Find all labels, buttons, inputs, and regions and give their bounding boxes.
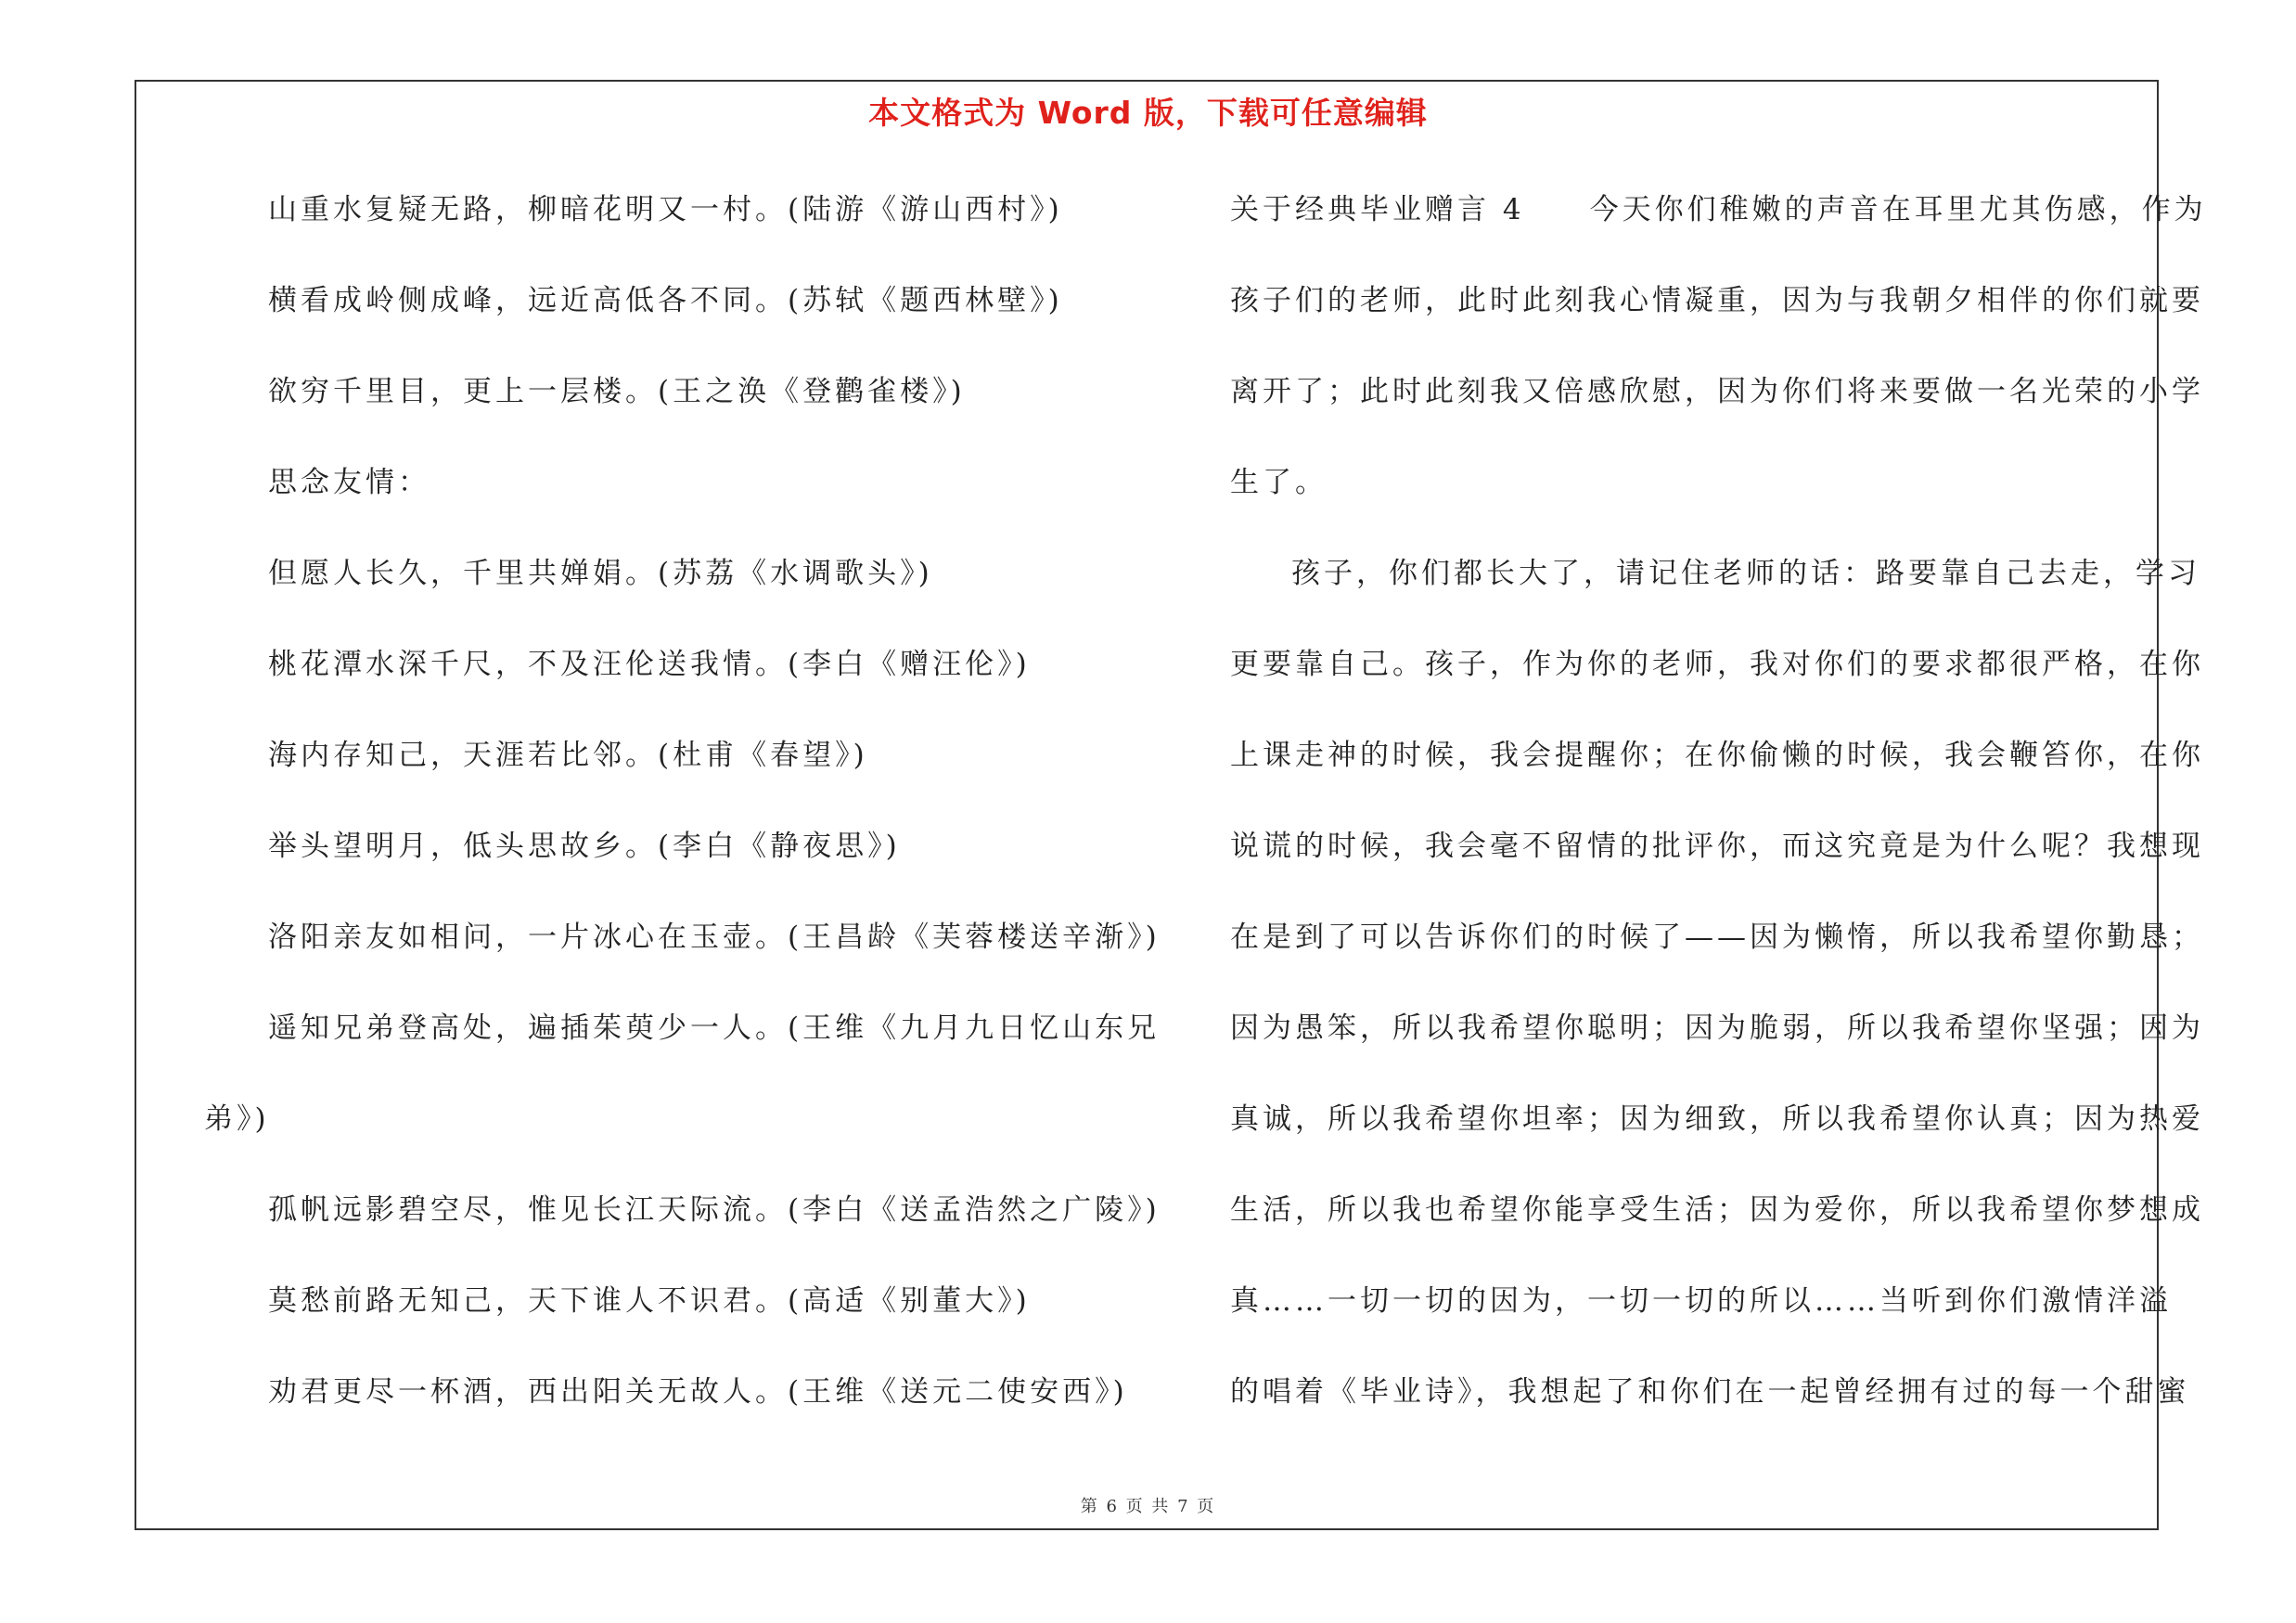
poem-line-continuation: 弟》) — [204, 1102, 270, 1136]
poem-line: 桃花潭水深千尺，不及汪伦送我情。(李白《赠汪伦》) — [268, 648, 1031, 681]
paragraph-line: 生了。 — [1230, 466, 1328, 499]
poem-line: 横看成岭侧成峰，远近高低各不同。(苏轼《题西林壁》) — [268, 284, 1063, 317]
right-column — [1230, 182, 2207, 1455]
poem-line: 莫愁前路无知己，天下谁人不识君。(高适《别董大》) — [268, 1284, 1031, 1318]
paragraph-line: 上课走神的时候，我会提醒你；在你偷懒的时候，我会鞭笞你，在你 — [1230, 739, 2204, 772]
poem-line: 山重水复疑无路，柳暗花明又一村。(陆游《游山西村》) — [268, 193, 1063, 226]
paragraph-line: 在是到了可以告诉你们的时候了——因为懒惰，所以我希望你勤恳； — [1230, 921, 2204, 954]
paragraph-line: 更要靠自己。孩子，作为你的老师，我对你们的要求都很严格，在你 — [1230, 648, 2204, 681]
paragraph-line: 孩子，你们都长大了，请记住老师的话：路要靠自己去走，学习 — [1291, 557, 2200, 590]
paragraph-line: 关于经典毕业赠言 4 今天你们稚嫩的声音在耳里尤其伤感，作为 — [1230, 193, 2207, 226]
poem-line: 劝君更尽一杯酒，西出阳关无故人。(王维《送元二使安西》) — [268, 1375, 1128, 1409]
paragraph-line: 离开了；此时此刻我又倍感欣慰，因为你们将来要做一名光荣的小学 — [1230, 375, 2204, 408]
poem-line: 欲穷千里目，更上一层楼。(王之涣《登鹳雀楼》) — [268, 375, 966, 408]
section-heading: 思念友情： — [268, 466, 430, 499]
page-number: 第 6 页 共 7 页 — [1080, 1497, 1216, 1516]
poem-line: 举头望明月，低头思故乡。(李白《静夜思》) — [268, 830, 901, 863]
paragraph-line: 真诚，所以我希望你坦率；因为细致，所以我希望你认真；因为热爱 — [1230, 1102, 2204, 1136]
poem-line: 但愿人长久，千里共婵娟。(苏荔《水调歌头》) — [268, 557, 933, 590]
paragraph-line: 因为愚笨，所以我希望你聪明；因为脆弱，所以我希望你坚强；因为 — [1230, 1011, 2204, 1045]
paragraph-line: 说谎的时候，我会毫不留情的批评你，而这究竟是为什么呢？我想现 — [1230, 830, 2204, 863]
format-banner: 本文格式为 Word 版，下载可任意编辑 — [868, 95, 1428, 131]
paragraph-line: 的唱着《毕业诗》，我想起了和你们在一起曾经拥有过的每一个甜蜜 — [1230, 1375, 2190, 1409]
poem-line: 洛阳亲友如相问，一片冰心在玉壶。(王昌龄《芙蓉楼送辛渐》) — [268, 921, 1161, 954]
paragraph-line: 真……一切一切的因为，一切一切的所以……当听到你们激情洋溢 — [1230, 1284, 2172, 1318]
paragraph-line: 生活，所以我也希望你能享受生活；因为爱你，所以我希望你梦想成 — [1230, 1193, 2204, 1227]
poem-line: 孤帆远影碧空尽，惟见长江天际流。(李白《送孟浩然之广陵》) — [268, 1193, 1161, 1227]
left-column — [204, 182, 1178, 1455]
poem-line: 海内存知己，天涯若比邻。(杜甫《春望》) — [268, 739, 868, 772]
poem-line: 遥知兄弟登高处，遍插茱萸少一人。(王维《九月九日忆山东兄 — [268, 1011, 1161, 1045]
paragraph-line: 孩子们的老师，此时此刻我心情凝重，因为与我朝夕相伴的你们就要 — [1230, 284, 2204, 317]
